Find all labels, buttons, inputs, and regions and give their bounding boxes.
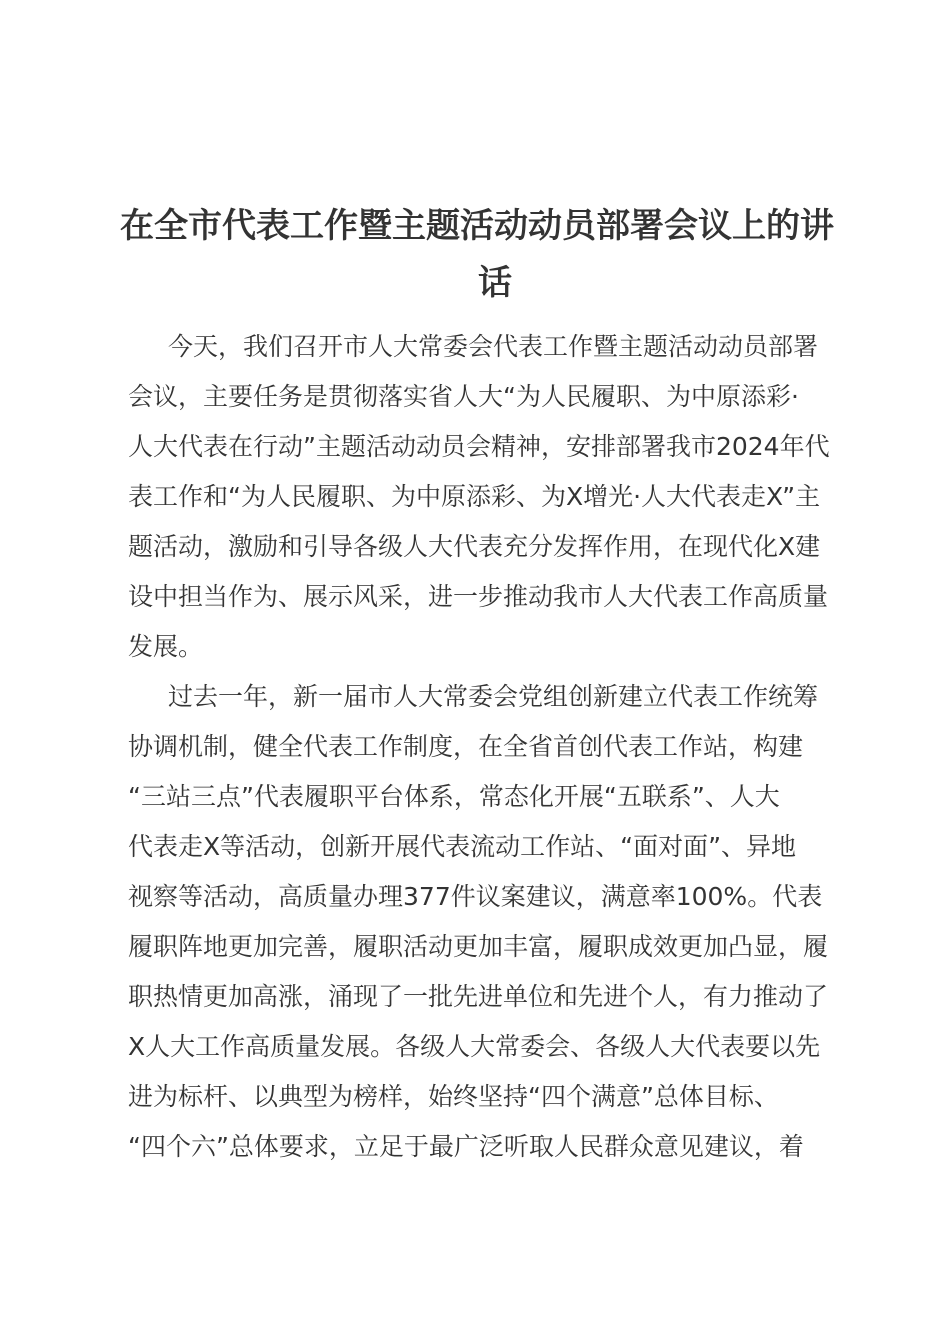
text-line: 人大代表在行动”主题活动动员会精神，安排部署我市2024年代 bbox=[128, 432, 830, 461]
text-line: 视察等活动，高质量办理377件议案建议，满意率100%。代表 bbox=[128, 882, 823, 911]
text-line: “四个六”总体要求，立足于最广泛听取人民群众意见建议，着 bbox=[128, 1132, 804, 1161]
text-line: 协调机制，健全代表工作制度，在全省首创代表工作站，构建 bbox=[128, 732, 804, 761]
text-line: X人大工作高质量发展。各级人大常委会、各级人大代表要以先 bbox=[128, 1032, 821, 1061]
paragraph-2 bbox=[128, 672, 868, 1172]
document-title bbox=[120, 198, 870, 312]
text-line: 代表走X等活动，创新开展代表流动工作站、“面对面”、异地 bbox=[128, 832, 797, 861]
text-line: “三站三点”代表履职平台体系，常态化开展“五联系”、人大 bbox=[128, 782, 780, 811]
title-line: 话 bbox=[478, 263, 512, 303]
text-line: 职热情更加高涨，涌现了一批先进单位和先进个人，有力推动了 bbox=[128, 982, 829, 1011]
text-line: 表工作和“为人民履职、为中原添彩、为X增光·人大代表走X”主 bbox=[128, 482, 821, 511]
text-line: 设中担当作为、展示风采，进一步推动我市人大代表工作高质量 bbox=[128, 582, 829, 611]
paragraph-1 bbox=[128, 322, 868, 672]
text-line: 会议，主要任务是贯彻落实省人大“为人民履职、为中原添彩· bbox=[128, 382, 799, 411]
text-line: 今天，我们召开市人大常委会代表工作暨主题活动动员部署 bbox=[168, 332, 819, 361]
text-line: 题活动，激励和引导各级人大代表充分发挥作用，在现代化X建 bbox=[128, 532, 821, 561]
document-body bbox=[128, 322, 868, 1172]
text-line: 发展。 bbox=[128, 632, 204, 661]
text-line: 履职阵地更加完善，履职活动更加丰富，履职成效更加凸显，履 bbox=[128, 932, 829, 961]
text-line: 过去一年，新一届市人大常委会党组创新建立代表工作统筹 bbox=[168, 682, 819, 711]
title-line: 在全市代表工作暨主题活动动员部署会议上的讲 bbox=[120, 206, 834, 246]
text-line: 进为标杆、以典型为榜样，始终坚持“四个满意”总体目标、 bbox=[128, 1082, 779, 1111]
